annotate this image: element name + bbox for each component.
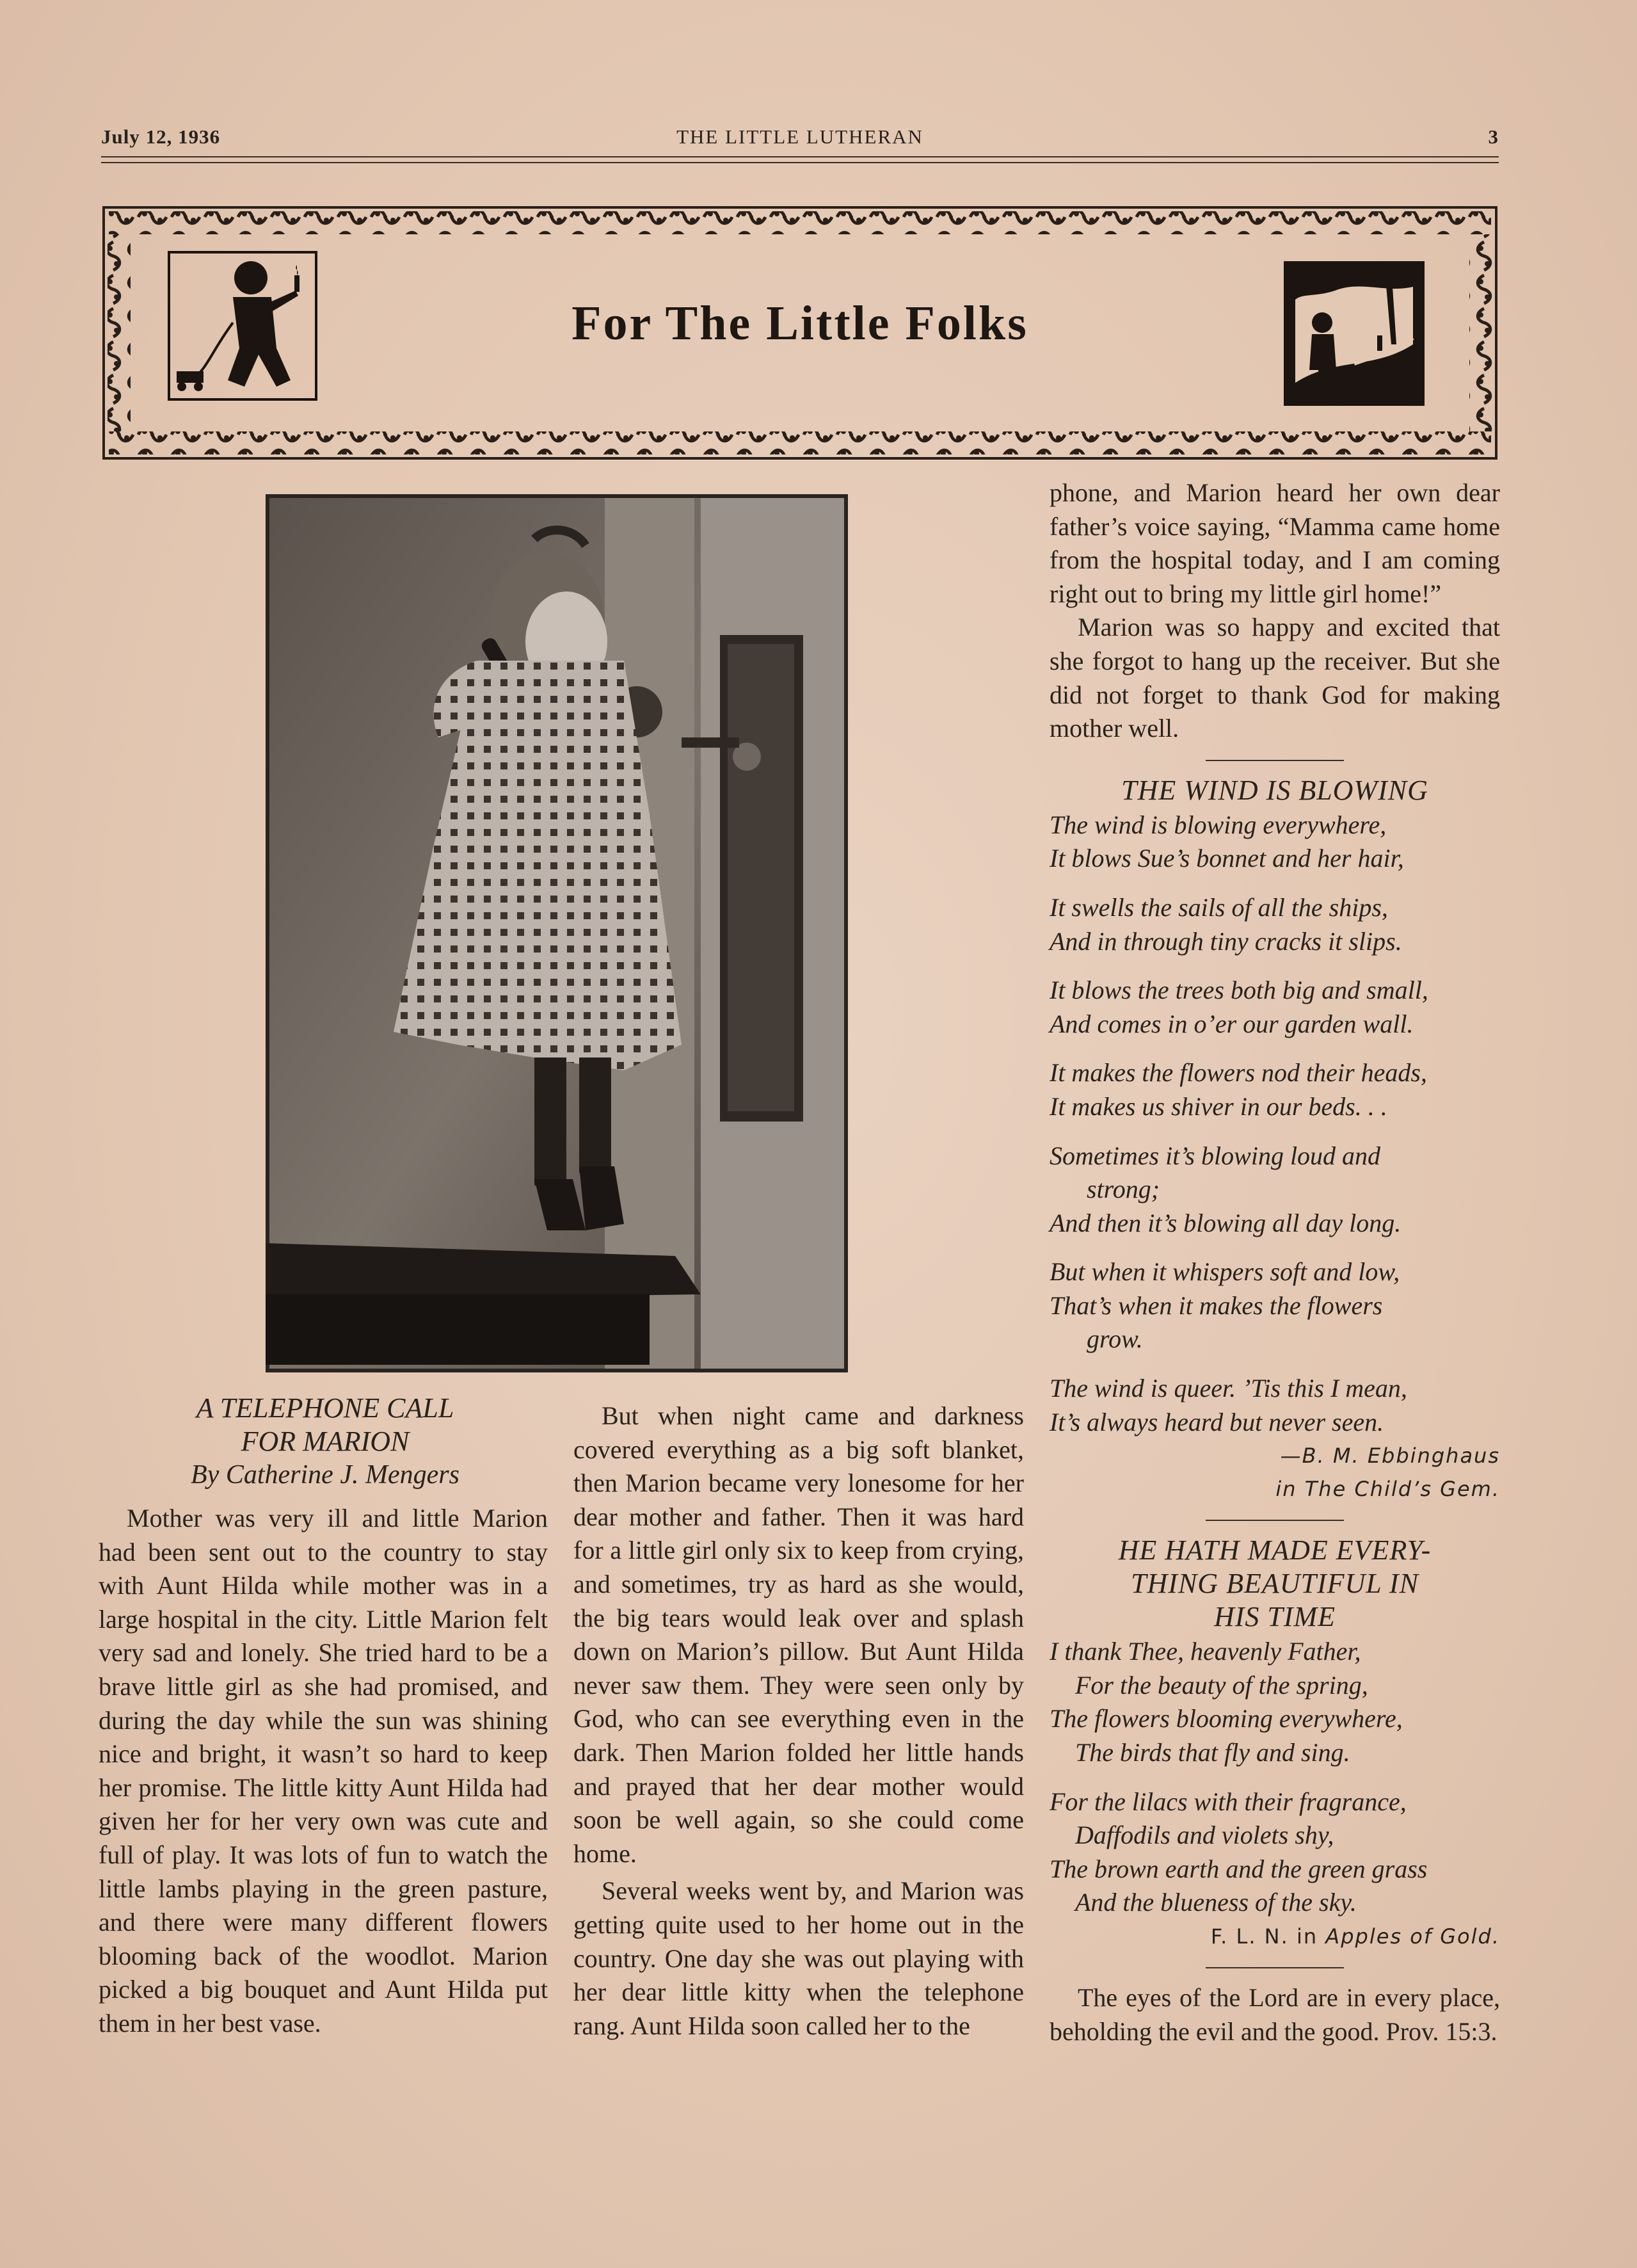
story-heading [101,1392,549,1492]
poem-beautiful-title [1050,1534,1500,1634]
story-byline: By Catherine J. Mengers [191,1460,459,1490]
poem-line: It makes us shiver in our beds. . . [1050,1091,1387,1121]
photograph-image [266,494,848,1372]
story-paragraph-3: Several weeks went by, and Marion was getting quite used to her home out in the country. One day she was out playing with her dear little kitty when the telephone rang. Aunt Hilda soon called her to the [573,1876,1024,2040]
poem-beautiful-attribution [1050,1920,1500,1953]
poem-line: That’s when it makes the flowers [1050,1291,1383,1320]
story-title-line-2: FOR MARION [241,1426,410,1457]
poem-wind-title: THE WIND IS BLOWING [1121,774,1428,806]
poem-wind [1050,808,1500,1440]
poem-stanza [1050,1372,1500,1439]
section-divider [1206,1520,1344,1521]
section-title: For The Little Folks [571,296,1028,350]
story-continuation-1: phone, and Marion heard her own dear father’s voice saying, “Mamma came home from the hospital today, and I am coming right out to bring my little girl home!” [1050,478,1500,608]
poem-line: Sometimes it’s blowing loud and [1050,1141,1381,1170]
poem-wind-author: —B. M. Ebbinghaus [1280,1444,1500,1468]
poem-line: grow. [1087,1324,1143,1354]
right-column [1050,476,1500,2048]
poem-stanza [1050,1255,1500,1356]
poem-line: I thank Thee, heavenly Father, [1050,1637,1361,1666]
poem-line: It blows Sue’s bonnet and her hair, [1050,844,1404,873]
issue-date: July 12, 1936 [101,125,221,148]
poem-line: The wind is blowing everywhere, [1050,810,1387,839]
poem-stanza [1050,1635,1500,1769]
section-divider [1206,1967,1344,1968]
publication-name: THE LITTLE LUTHERAN [676,125,923,148]
poem-line: But when it whispers soft and low, [1050,1257,1400,1287]
poem-line: And then it’s blowing all day long. [1050,1208,1401,1237]
poem-line: And comes in o’er our garden wall. [1050,1009,1414,1038]
story-continuation-2: Marion was so happy and excited that she forgot to hang up the receiver. But she did not forget to thank God for making mother well. [1050,613,1500,743]
poem-line: It swells the sails of all the ships, [1050,892,1388,922]
section-divider [1206,760,1344,761]
poem-stanza [1050,974,1500,1041]
poem-line: For the beauty of the spring, [1075,1670,1368,1700]
poem-stanza [1050,1785,1500,1920]
poem-beautiful [1050,1635,1500,1920]
poem-line: For the lilacs with their fragrance, [1050,1787,1407,1816]
photo-girl-on-telephone [266,494,848,1372]
story-title-line-1: A TELEPHONE CALL [196,1392,454,1424]
poem-line: And in through tiny cracks it slips. [1050,926,1402,956]
poem-stanza [1050,1139,1500,1241]
poem-stanza [1050,1056,1500,1123]
poem-line: The birds that fly and sing. [1075,1738,1350,1767]
poem-line: Daffodils and violets shy, [1075,1821,1334,1850]
bible-verse-text: The eyes of the Lord are in every place, beholding the evil and the good. Prov. 15:3. [1050,1983,1500,2046]
poem-beautiful-title-line-1: HE HATH MADE EVERY- [1118,1534,1432,1566]
poem-line: It makes the flowers nod their heads, [1050,1058,1427,1088]
poem-line: And the blueness of the sky. [1075,1888,1357,1917]
attribution-source: Apples of Gold. [1325,1924,1500,1949]
poem-line: The flowers blooming everywhere, [1050,1704,1403,1733]
poem-line: It blows the trees both big and small, [1050,976,1428,1005]
poem-beautiful-title-line-3: HIS TIME [1213,1601,1336,1633]
poem-line: strong; [1087,1175,1160,1204]
poem-wind-source: in The Child’s Gem. [1275,1477,1500,1502]
attribution-initials: F. L. N. in [1210,1924,1318,1949]
poem-stanza [1050,891,1500,958]
story-column-2 [573,1399,1024,2043]
story-paragraph-2: But when night came and darkness covered everything as a big soft blanket, then Marion became very lonesome for her dear mother and father. Then it was hard for a little girl only six to keep from crying, and sometimes, try as hard as she would, the big tears would leak over and splash down on Marion’s pillow. But Aunt Hilda never saw them. They were seen only by God, who can see everything even in the dark. Then Marion folded her little hands and prayed that her dear mother would soon be well again, so she could come home. [573,1401,1024,1868]
poem-stanza [1050,808,1500,876]
page-number: 3 [1488,125,1499,148]
poem-beautiful-title-line-2: THING BEAUTIFUL IN [1131,1568,1419,1600]
poem-line: It’s always heard but never seen. [1050,1407,1384,1436]
running-head [101,125,1499,151]
poem-line: The brown earth and the green grass [1050,1854,1428,1883]
header-rule [101,156,1499,163]
story-paragraph-1: Mother was very ill and little Marion had been sent out to the country to stay with Aunt Hilda while mother was in a large hospital in the city. Little Marion felt very sad and lonely. She tried hard to be a brave little girl as she had promised, and during the day while the sun was shining nice and bright, it wasn’t so hard to keep her promise. The little kitty Aunt Hilda had given her for her very own was cute and full of play. It was lots of fun to watch the little lambs playing in the green pasture, and there were many different flowers blooming back of the woodlot. Marion picked a big bouquet and Aunt Hilda put them in her best vase. [99,1504,548,2038]
poem-line: The wind is queer. ’Tis this I mean, [1050,1374,1407,1403]
story-column-1 [99,1502,548,2041]
bible-verse [1050,1981,1500,2048]
